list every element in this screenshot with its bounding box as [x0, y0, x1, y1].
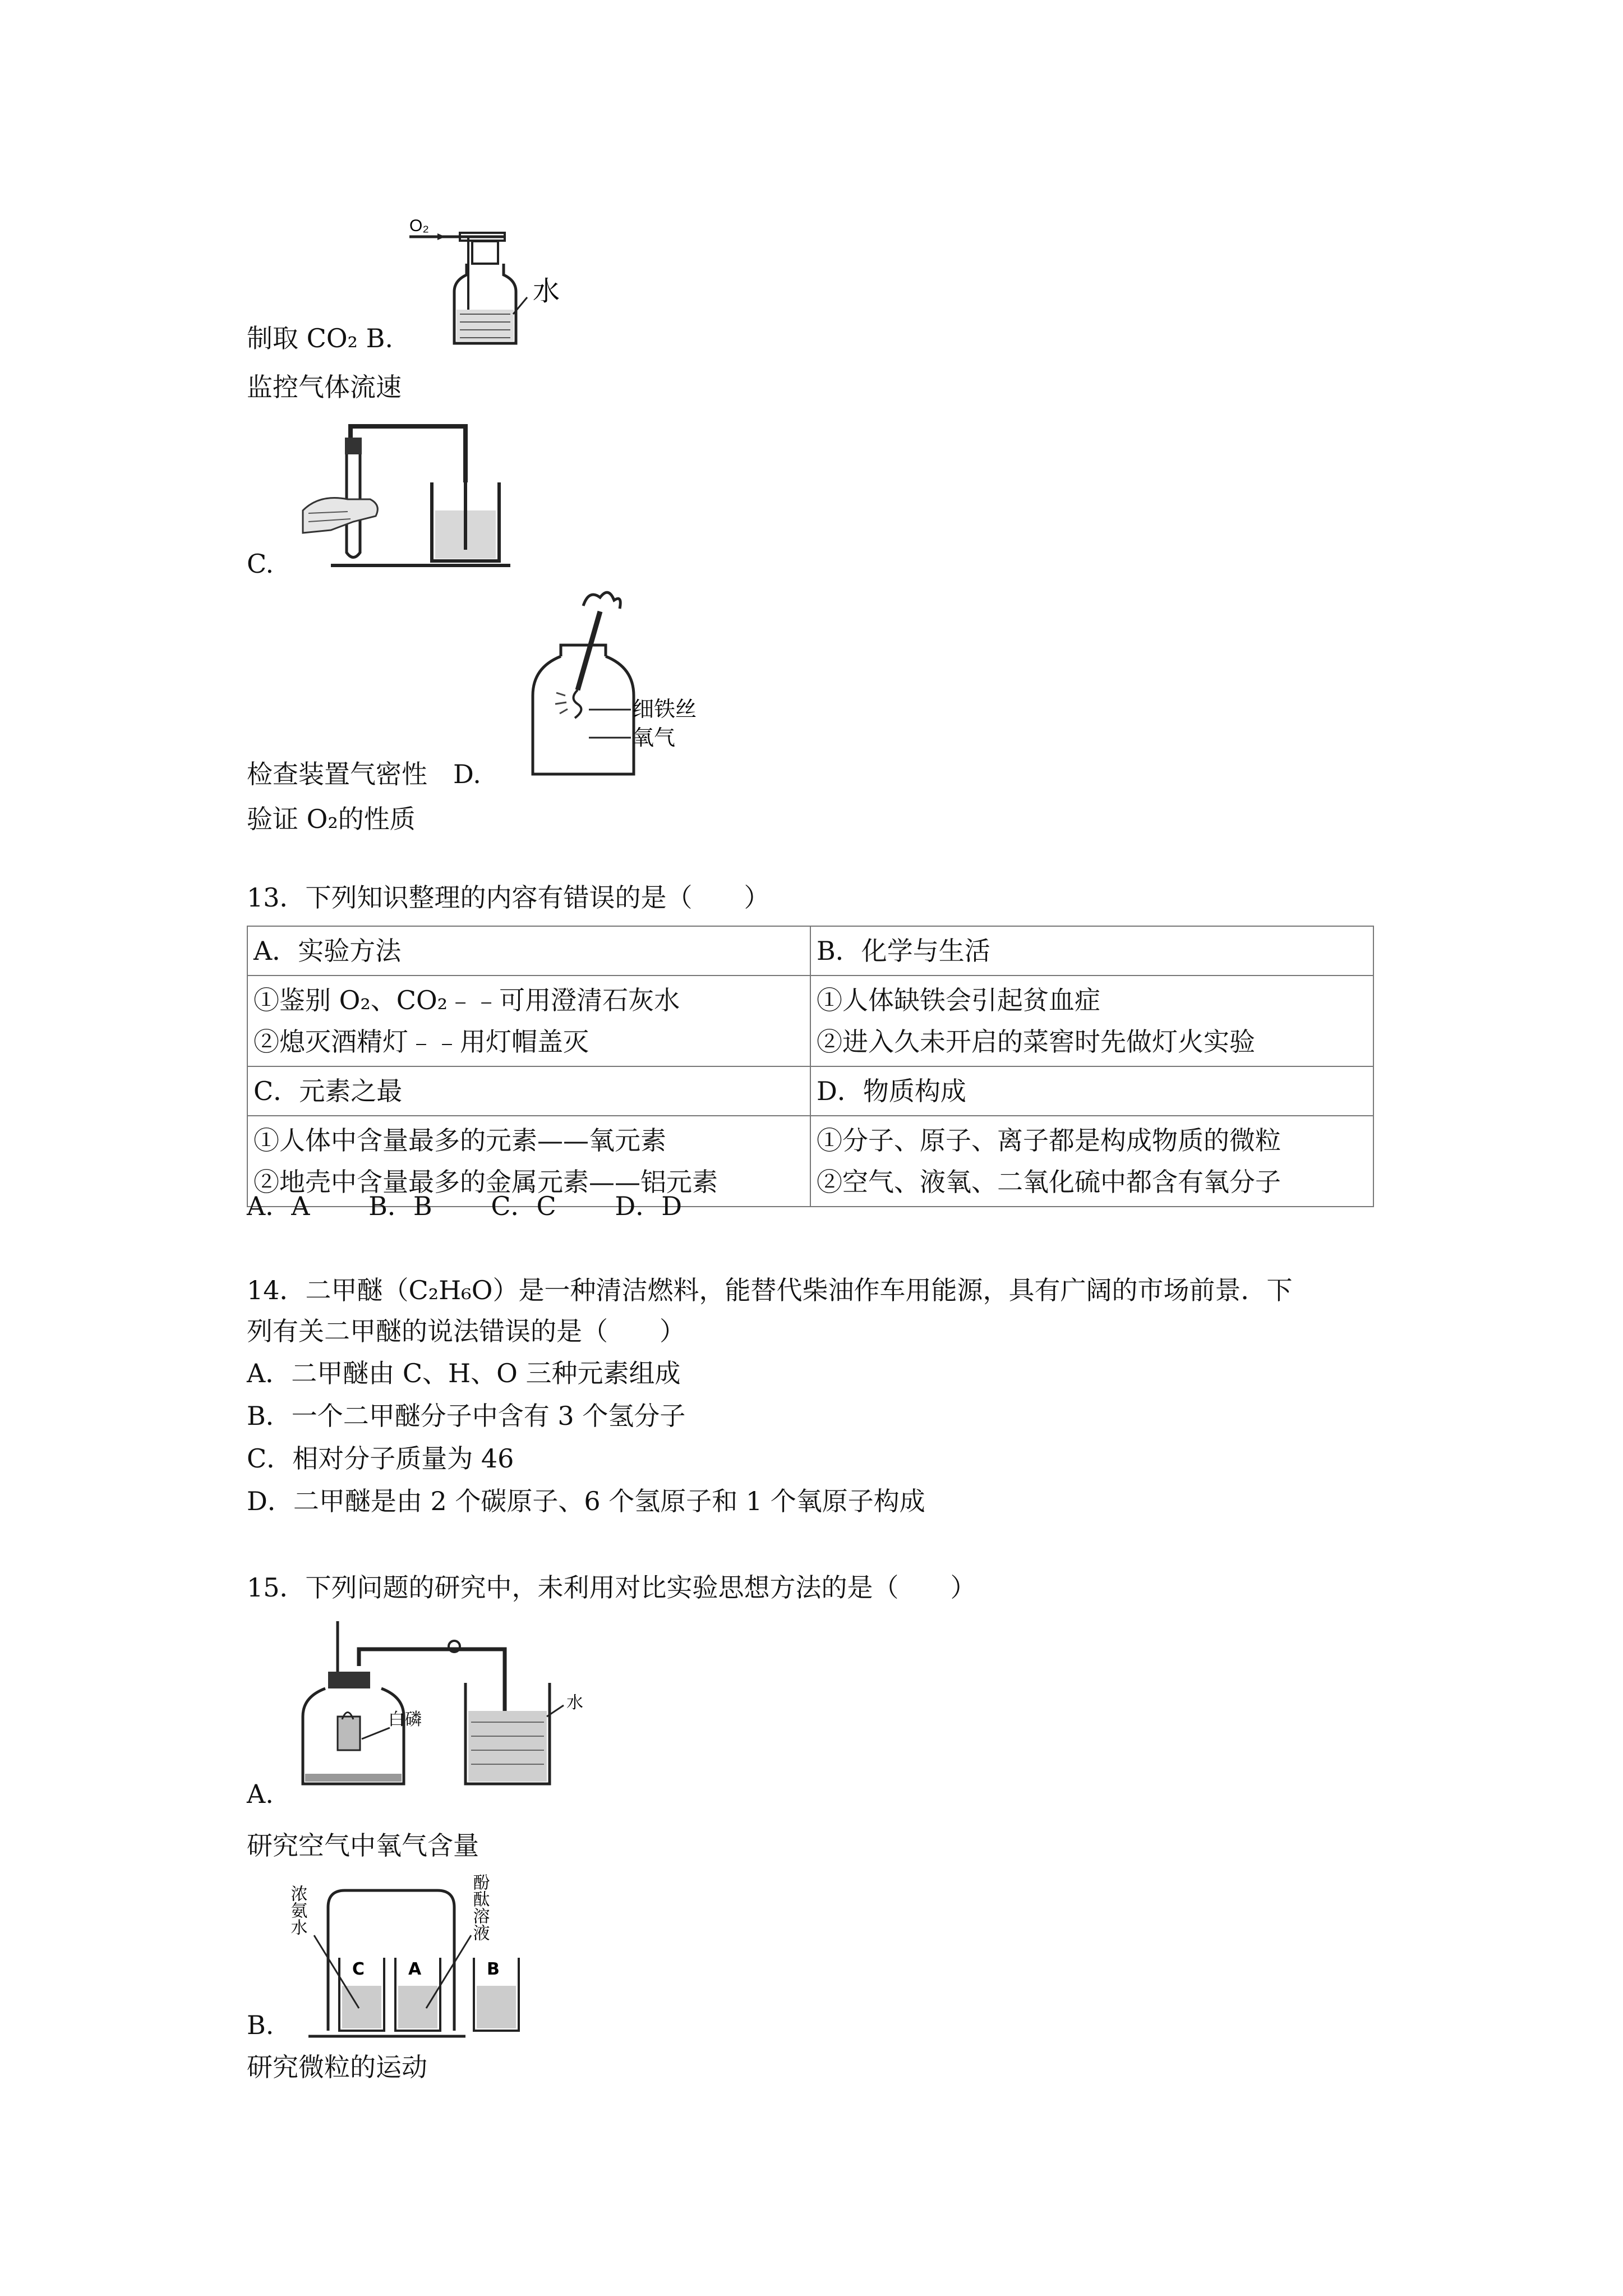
option-c[interactable]: C．C: [491, 1191, 556, 1221]
table-cell-b-content: [810, 976, 1373, 1066]
q15-a-label: A.: [247, 1779, 274, 1809]
fig-label-white-phosphorus: 白磷: [388, 1710, 422, 1729]
fig-label-oxygen: 氧气: [633, 725, 676, 750]
table-line: ①人体缺铁会引起贫血症: [817, 985, 1100, 1015]
q14-option-d[interactable]: D．二甲醚是由 2 个碳原子、6 个氢原子和 1 个氧原子构成: [247, 1486, 925, 1516]
q14-stem-line2: 列有关二甲醚的说法错误的是（ ）: [247, 1316, 685, 1346]
figure-oxygen-content-apparatus: [292, 1621, 606, 1789]
table-line: ②空气、液氧、二氧化硫中都含有氧分子: [817, 1167, 1281, 1197]
figure-particle-motion-apparatus: [275, 1874, 544, 2042]
table-line: ①鉴别 O₂、CO₂﹣﹣可用澄清石灰水: [253, 985, 680, 1015]
fig-label-water: 水: [533, 275, 560, 307]
q15-b-caption: 研究微粒的运动: [247, 2052, 427, 2082]
table-cell-d-header: D．物质构成: [810, 1066, 1373, 1116]
q12-a-tail: 制取 CO₂ B.: [247, 323, 394, 353]
option-b[interactable]: B．B: [368, 1191, 432, 1221]
q14-option-a[interactable]: A．二甲醚由 C、H、O 三种元素组成: [247, 1358, 681, 1388]
q12-b-caption: 监控气体流速: [247, 372, 402, 402]
fig-label-iron-wire: 细铁丝: [633, 697, 697, 721]
table-cell-b-header: B．化学与生活: [810, 926, 1373, 976]
q14-option-c[interactable]: C．相对分子质量为 46: [247, 1443, 514, 1474]
fig-label-phenolphthalein: 酚酞溶液: [469, 1874, 490, 1941]
beaker-a-label: A: [408, 1959, 422, 1979]
table-cell-c-header: C．元素之最: [247, 1066, 810, 1116]
figure-airtightness-check: [297, 415, 522, 572]
table-cell-a-content: [247, 976, 810, 1066]
table-line: ②地壳中含量最多的金属元素——铝元素: [253, 1167, 718, 1197]
q15-a-caption: 研究空气中氧气含量: [247, 1830, 479, 1861]
q13-stem: 13．下列知识整理的内容有错误的是（ ）: [247, 882, 770, 913]
figure-gas-flow-bottle: [393, 202, 594, 353]
figure-iron-wire-oxygen: [516, 583, 751, 785]
q15-stem: 15．下列问题的研究中，未利用对比实验思想方法的是（ ）: [247, 1572, 976, 1603]
q15-b-label: B.: [247, 2010, 274, 2040]
option-d[interactable]: D．D: [615, 1191, 683, 1221]
option-a[interactable]: A．A: [247, 1191, 310, 1221]
q13-knowledge-table: [247, 926, 1374, 1207]
table-line: ②熄灭酒精灯﹣﹣用灯帽盖灭: [253, 1027, 589, 1057]
fig-label-water: 水: [566, 1693, 583, 1713]
q14-stem-line1: 14．二甲醚（C₂H₆O）是一种清洁燃料，能替代柴油作车用能源，具有广阔的市场前景．下: [247, 1275, 1293, 1305]
fig-label-ammonia: 浓氨水: [287, 1885, 307, 1935]
q13-options: [247, 1189, 732, 1223]
beaker-b-label: B: [487, 1959, 500, 1979]
q12-c-caption-d-label: 检查装置气密性 D.: [247, 759, 481, 789]
q14-option-b[interactable]: B．一个二甲醚分子中含有 3 个氢分子: [247, 1401, 686, 1431]
table-line: ②进入久未开启的菜窖时先做灯火实验: [817, 1027, 1255, 1057]
table-line: ①人体中含量最多的元素——氧元素: [253, 1125, 666, 1156]
beaker-c-label: C: [352, 1959, 365, 1979]
q12-d-caption: 验证 O₂的性质: [247, 804, 416, 834]
table-line: ①分子、原子、离子都是构成物质的微粒: [817, 1125, 1281, 1156]
fig-label-o2: O₂: [409, 217, 429, 235]
q12-c-label: C.: [247, 549, 274, 579]
table-cell-d-content: [810, 1116, 1373, 1207]
table-cell-a-header: A．实验方法: [247, 926, 810, 976]
